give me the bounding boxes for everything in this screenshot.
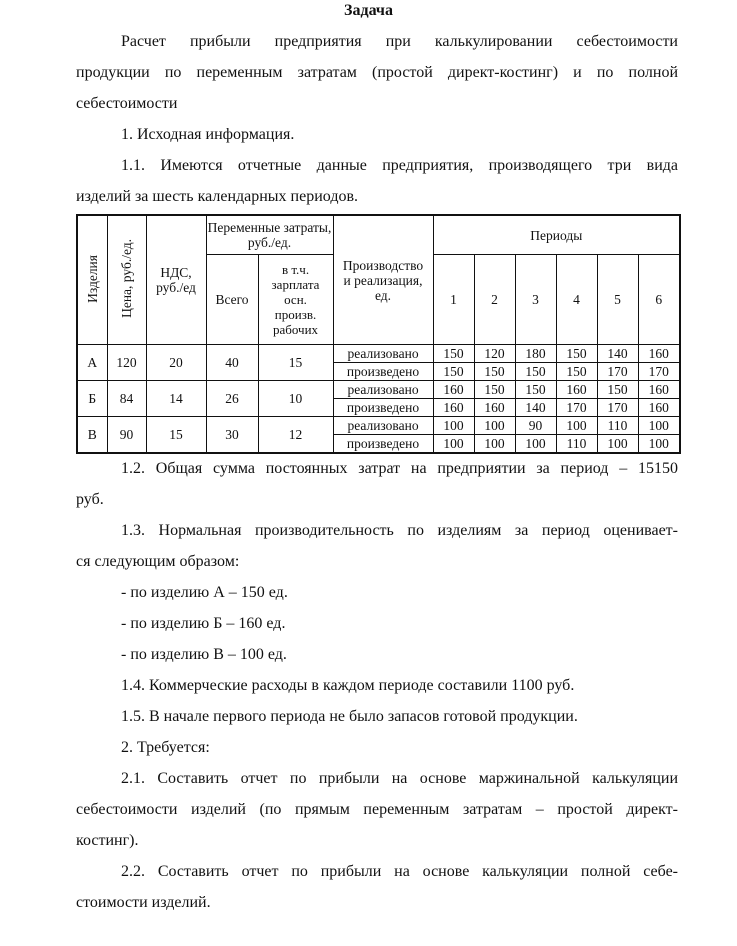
value-cell: 150 [556,345,597,363]
header-production: Производство и реализация, ед. [333,215,433,345]
header-vat: НДС, руб./ед [146,215,206,345]
p12-line-2: руб. [76,491,104,508]
header-variable-total: Всего [206,255,258,345]
vat-cell: 14 [146,381,206,417]
header-period-5: 5 [597,255,638,345]
var-total-cell: 30 [206,417,258,454]
value-cell: 100 [474,417,515,435]
value-cell: 110 [556,435,597,454]
value-cell: 90 [515,417,556,435]
table-row [77,381,680,399]
value-cell: 170 [638,363,680,381]
var-wage-cell: 15 [258,345,333,381]
header-periods: Периоды [433,215,680,255]
value-cell: 100 [433,435,474,454]
value-cell: 100 [597,435,638,454]
p21-line-3: костинг). [76,832,139,849]
value-cell: 140 [515,399,556,417]
doc-title: Задача [344,2,393,19]
produced-label: произведено [333,363,433,381]
value-cell: 110 [597,417,638,435]
value-cell: 160 [638,345,680,363]
p21-line-1: 2.1. Составить отчет по прибыли на основе маржинальной калькуляции [121,770,678,787]
value-cell: 150 [433,363,474,381]
p22-line-2: стоимости изделий. [76,894,211,911]
p15-line: 1.5. В начале первого периода не было запасов готовой продукции. [121,708,578,725]
header-period-4: 4 [556,255,597,345]
value-cell: 150 [474,363,515,381]
item-cell: Б [77,381,107,417]
header-period-3: 3 [515,255,556,345]
value-cell: 160 [433,399,474,417]
sold-label: реализовано [333,381,433,399]
header-variable-costs: Переменные затраты, руб./ед. [206,215,333,255]
var-total-cell: 40 [206,345,258,381]
value-cell: 170 [597,363,638,381]
p21-line-2: себестоимости изделий (по прямым переменным затратам – простой директ- [76,801,678,818]
table-row [77,417,680,435]
value-cell: 150 [433,345,474,363]
vat-cell: 20 [146,345,206,381]
price-cell: 120 [107,345,146,381]
intro-line-2: продукции по переменным затратам (простой директ-костинг) и по полной [76,64,678,81]
value-cell: 100 [433,417,474,435]
value-cell: 150 [556,363,597,381]
header-price: Цена, руб./ед. [107,215,146,345]
value-cell: 150 [515,381,556,399]
value-cell: 100 [638,417,680,435]
list-item: - по изделию В – 100 ед. [121,646,287,663]
var-wage-cell: 12 [258,417,333,454]
item-cell: В [77,417,107,454]
price-cell: 84 [107,381,146,417]
p11-line-1: 1.1. Имеются отчетные данные предприятия, производящего три вида [121,157,678,174]
item-cell: А [77,345,107,381]
source-data-table [76,214,681,454]
value-cell: 150 [515,363,556,381]
value-cell: 160 [638,381,680,399]
p14-line: 1.4. Коммерческие расходы в каждом периоде составили 1100 руб. [121,677,575,694]
value-cell: 160 [433,381,474,399]
header-items: Изделия [77,215,107,345]
list-item: - по изделию А – 150 ед. [121,584,288,601]
value-cell: 100 [474,435,515,454]
sold-label: реализовано [333,345,433,363]
produced-label: произведено [333,399,433,417]
list-item: - по изделию Б – 160 ед. [121,615,286,632]
p22-line-1: 2.2. Составить отчет по прибыли на основе калькуляции полной себе- [121,863,678,880]
price-cell: 90 [107,417,146,454]
p11-line-2: изделий за шесть календарных периодов. [76,188,359,205]
value-cell: 150 [474,381,515,399]
var-total-cell: 26 [206,381,258,417]
value-cell: 160 [474,399,515,417]
table-row [77,345,680,363]
value-cell: 100 [638,435,680,454]
value-cell: 160 [638,399,680,417]
header-variable-wage: в т.ч. зарплата осн. произв. рабочих [258,255,333,345]
header-period-6: 6 [638,255,680,345]
value-cell: 180 [515,345,556,363]
section-1-heading: 1. Исходная информация. [121,126,295,143]
value-cell: 100 [515,435,556,454]
value-cell: 170 [597,399,638,417]
value-cell: 160 [556,381,597,399]
value-cell: 150 [597,381,638,399]
intro-line-1: Расчет прибыли предприятия при калькулировании себестоимости [121,33,678,50]
header-period-2: 2 [474,255,515,345]
value-cell: 140 [597,345,638,363]
p13-line-2: ся следующим образом: [76,553,240,570]
p12-line-1: 1.2. Общая сумма постоянных затрат на предприятии за период – 15150 [121,460,678,477]
value-cell: 170 [556,399,597,417]
value-cell: 120 [474,345,515,363]
var-wage-cell: 10 [258,381,333,417]
p13-line-1: 1.3. Нормальная производительность по изделиям за период оценивает- [121,522,678,539]
sold-label: реализовано [333,417,433,435]
value-cell: 100 [556,417,597,435]
intro-line-3: себестоимости [76,95,178,112]
header-period-1: 1 [433,255,474,345]
section-2-heading: 2. Требуется: [121,739,210,756]
produced-label: произведено [333,435,433,454]
vat-cell: 15 [146,417,206,454]
